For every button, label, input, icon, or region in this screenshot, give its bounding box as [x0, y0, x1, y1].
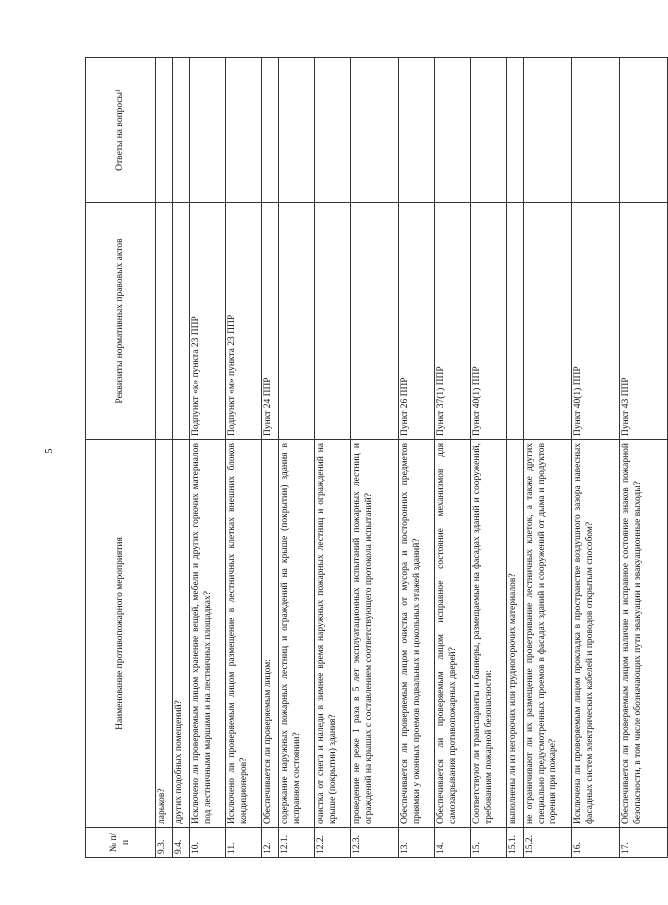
- row-num: 10.: [190, 828, 226, 858]
- row-num: 9.4.: [173, 828, 190, 858]
- row-requisites: Подпункт «к» пункта 23 ППР: [190, 203, 226, 440]
- row-requisites: Пункт 26 ППР: [399, 203, 435, 440]
- row-num: 15.2.: [524, 828, 572, 858]
- table-row: [226, 58, 262, 858]
- header-name: Наименование противопожарного мероприятия: [86, 440, 156, 828]
- row-requisites: Подпункт «м» пункта 23 ППР: [226, 203, 262, 440]
- row-num: 15.1.: [507, 828, 524, 858]
- row-num: 16.: [572, 828, 620, 858]
- row-num: 9.3.: [156, 828, 173, 858]
- checklist-table: [85, 57, 668, 858]
- row-requisites: [507, 203, 524, 440]
- row-name: ларьков?: [156, 440, 173, 828]
- table-row: [315, 58, 351, 858]
- row-requisites: [279, 203, 315, 440]
- row-answer[interactable]: [279, 58, 315, 203]
- row-answer[interactable]: [399, 58, 435, 203]
- table-row: [620, 58, 668, 858]
- row-requisites: [351, 203, 399, 440]
- row-requisites: Пункт 40(1) ППР: [471, 203, 507, 440]
- row-num: 14.: [435, 828, 471, 858]
- row-name: очистка от снега и наледи в зимнее время наружных пожарных лестниц и ограждений на крыше (покрытии) здания?: [315, 440, 351, 828]
- table-row: [572, 58, 620, 858]
- table-row: [190, 58, 226, 858]
- row-answer[interactable]: [507, 58, 524, 203]
- page-number: 5: [44, 448, 55, 454]
- table-row: [435, 58, 471, 858]
- row-num: 13.: [399, 828, 435, 858]
- row-requisites: [156, 203, 173, 440]
- row-answer[interactable]: [572, 58, 620, 203]
- rotated-table-container: [85, 58, 643, 858]
- table-row: [156, 58, 173, 858]
- row-name: выполнены ли из негорючих или трудногорючих материалов?: [507, 440, 524, 828]
- row-name: Обеспечивается ли проверяемым лицом очистка от мусора и посторонних предметов приямки у оконных проемов подвальных и цокольных этажей зданий?: [399, 440, 435, 828]
- row-num: 17.: [620, 828, 668, 858]
- row-num: 12.: [262, 828, 279, 858]
- row-name: других подобных помещений?: [173, 440, 190, 828]
- table-row: [279, 58, 315, 858]
- header-num: № п/п: [86, 828, 156, 858]
- row-answer[interactable]: [173, 58, 190, 203]
- row-name: Обеспечивается ли проверяемым лицом исправное состояние механизмов для самозакрывания противопожарных дверей?: [435, 440, 471, 828]
- row-requisites: Пункт 24 ППР: [262, 203, 279, 440]
- row-num: 12.3.: [351, 828, 399, 858]
- table-row: [524, 58, 572, 858]
- table-row: [351, 58, 399, 858]
- row-name: Соответствуют ли транспаранты и баннеры, размещаемые на фасадах зданий и сооружений, требованиям пожарной безопасности:: [471, 440, 507, 828]
- row-answer[interactable]: [190, 58, 226, 203]
- row-answer[interactable]: [471, 58, 507, 203]
- row-answer[interactable]: [156, 58, 173, 203]
- header-row: [86, 58, 156, 858]
- row-answer[interactable]: [620, 58, 668, 203]
- row-requisites: Пункт 37(1) ППР: [435, 203, 471, 440]
- header-answers: Ответы на вопросы¹: [86, 58, 156, 203]
- row-requisites: [524, 203, 572, 440]
- row-answer[interactable]: [226, 58, 262, 203]
- row-name: Исключено ли проверяемым лицом размещение в лестничных клетках внешних блоков кондиционеров?: [226, 440, 262, 828]
- row-answer[interactable]: [351, 58, 399, 203]
- row-requisites: Пункт 40(1) ППР: [572, 203, 620, 440]
- row-answer[interactable]: [262, 58, 279, 203]
- row-name: Обеспечивается ли проверяемым лицом наличие и исправное состояние знаков пожарной безопасности, в том числе обозначающих пути эвакуации и эвакуационные выходы?: [620, 440, 668, 828]
- row-num: 15.: [471, 828, 507, 858]
- row-name: Исключена ли проверяемым лицом прокладка в пространстве воздушного зазора навесных фасадных систем электрических кабелей и проводов открытым способом?: [572, 440, 620, 828]
- row-answer[interactable]: [435, 58, 471, 203]
- row-name: не ограничивают ли их размещение проветривание лестничных клеток, а также других специально предусмотренных проемов в фасадах зданий и сооружений от дыма и продуктов горения при пожаре?: [524, 440, 572, 828]
- row-name: Обеспечивается ли проверяемым лицом:: [262, 440, 279, 828]
- header-requisites: Реквизиты нормативных правовых актов: [86, 203, 156, 440]
- row-answer[interactable]: [315, 58, 351, 203]
- row-num: 11.: [226, 828, 262, 858]
- row-answer[interactable]: [524, 58, 572, 203]
- row-requisites: Пункт 43 ППР: [620, 203, 668, 440]
- row-num: 12.2.: [315, 828, 351, 858]
- table-row: [173, 58, 190, 858]
- row-requisites: [315, 203, 351, 440]
- row-num: 12.1.: [279, 828, 315, 858]
- table-row: [471, 58, 507, 858]
- table-row: [262, 58, 279, 858]
- row-name: проведение не реже 1 раза в 5 лет эксплуатационных испытаний пожарных лестниц и ограждений на крышах с составлением соответствующего протокола испытаний?: [351, 440, 399, 828]
- row-requisites: [173, 203, 190, 440]
- row-name: содержание наружных пожарных лестниц и ограждений на крыше (покрытии) здания в исправном состоянии?: [279, 440, 315, 828]
- table-row: [507, 58, 524, 858]
- row-name: Исключено ли проверяемым лицом хранение вещей, мебели и других горючих материалов под лестничными маршами и на лестничных площадках?: [190, 440, 226, 828]
- table-row: [399, 58, 435, 858]
